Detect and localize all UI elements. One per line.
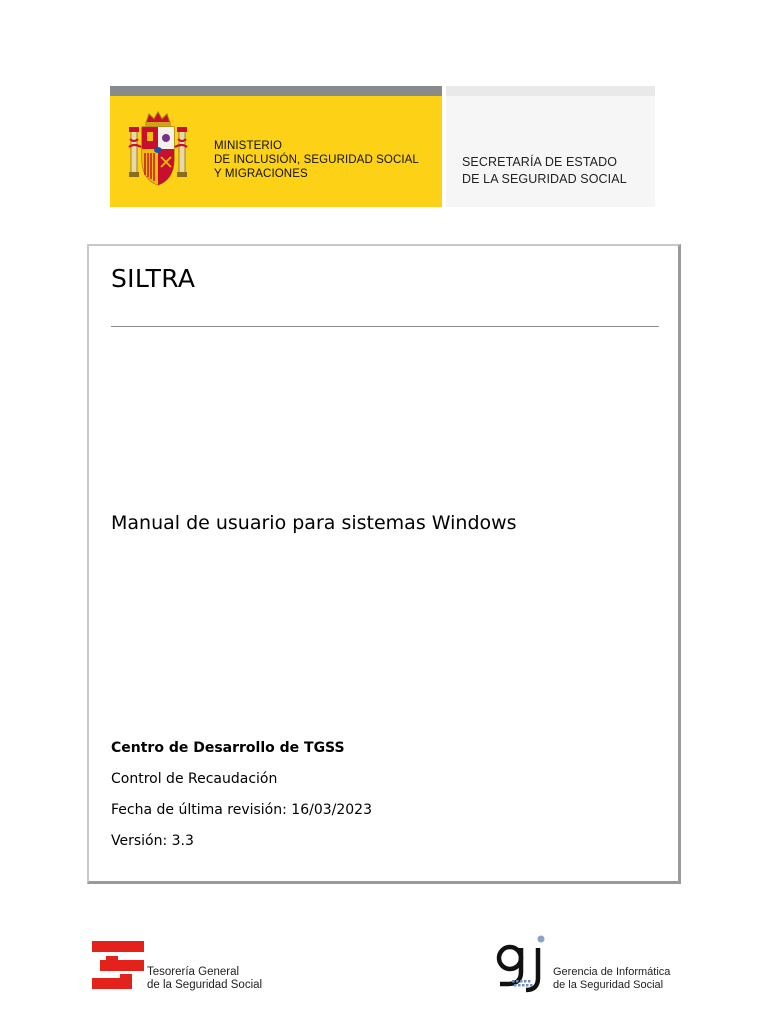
development-center: Centro de Desarrollo de TGSS bbox=[111, 740, 345, 756]
tgss-logo-icon bbox=[92, 941, 144, 989]
title-divider bbox=[111, 326, 659, 327]
document-version: Versión: 3.3 bbox=[111, 833, 194, 849]
tgss-line-2: de la Seguridad Social bbox=[147, 979, 263, 991]
tgss-name bbox=[147, 966, 262, 992]
document-title: SILTRA bbox=[111, 264, 196, 293]
gerencia-informatica-name bbox=[553, 966, 670, 992]
header-banner bbox=[110, 86, 655, 207]
ministry-name bbox=[214, 139, 419, 181]
tgss-line-1: Tesorería General bbox=[147, 966, 240, 978]
gi-line-2: de la Seguridad Social bbox=[553, 979, 664, 991]
gerencia-informatica-logo-icon bbox=[494, 934, 550, 994]
revision-date: Fecha de última revisión: 16/03/2023 bbox=[111, 802, 372, 818]
secretaria-line-1: SECRETARÍA DE ESTADO bbox=[462, 155, 618, 169]
header-top-bar-left bbox=[110, 86, 442, 96]
ministry-line-3: Y MIGRACIONES bbox=[214, 168, 308, 180]
secretaria-panel bbox=[446, 96, 655, 207]
department-name: Control de Recaudación bbox=[111, 771, 278, 787]
ministry-line-1: MINISTERIO bbox=[214, 140, 283, 152]
document-subtitle: Manual de usuario para sistemas Windows bbox=[111, 512, 517, 534]
coat-of-arms-icon bbox=[128, 109, 188, 187]
gi-line-1: Gerencia de Informática bbox=[553, 966, 671, 978]
cover-box bbox=[87, 244, 681, 884]
secretaria-line-2: DE LA SEGURIDAD SOCIAL bbox=[462, 172, 627, 186]
ministry-line-2: DE INCLUSIÓN, SEGURIDAD SOCIAL bbox=[214, 154, 419, 166]
secretaria-name bbox=[462, 154, 627, 188]
header-top-bar-right bbox=[446, 86, 655, 96]
